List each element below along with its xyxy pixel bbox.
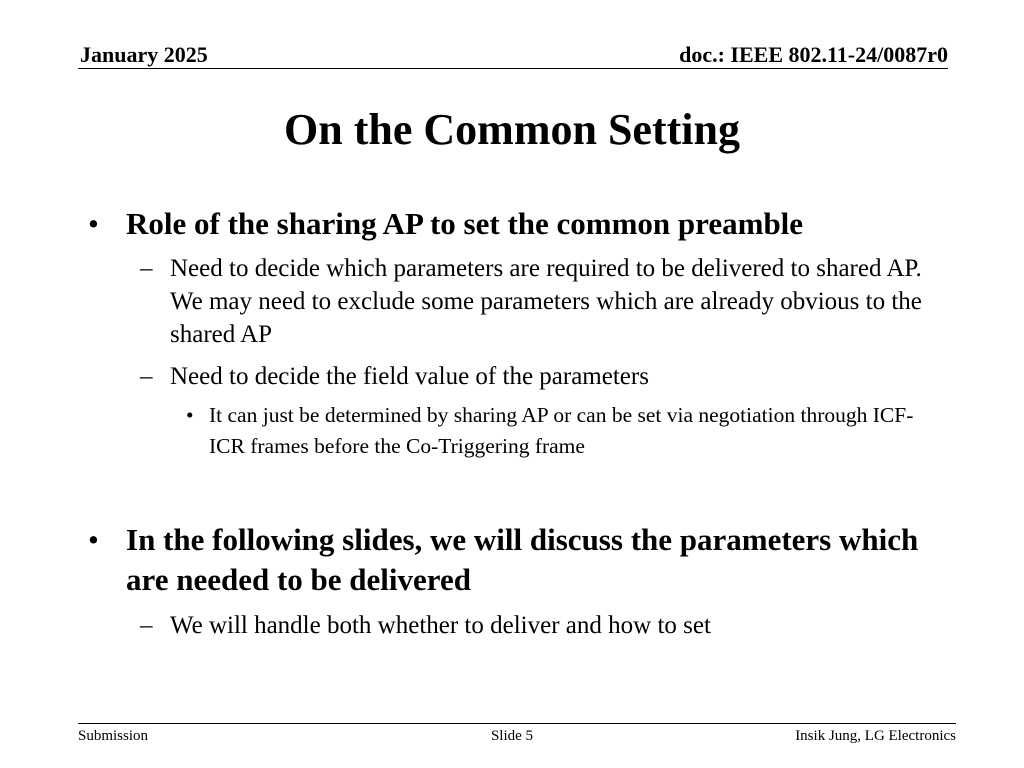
dash-marker: – <box>140 363 153 390</box>
footer-slide-number: Slide 5 <box>490 728 534 744</box>
dash-marker: – <box>140 612 153 639</box>
sub-bullet-text: We will handle both whether to deliver and how to set <box>170 612 711 639</box>
bullet-text: Role of the sharing AP to set the common preamble <box>126 206 804 241</box>
sub-sub-bullet-item-1-2-1 <box>186 400 929 462</box>
sub-bullet-text: Need to decide the field value of the parameters <box>170 363 649 390</box>
sub-sub-bullet-text: It can just be determined by sharing AP or can be set via negotiation through ICF-ICR frames before the Co-Triggering frame <box>209 403 914 458</box>
header-date: January 2025 <box>80 42 208 67</box>
sub-bullet-item-1-2 <box>140 360 930 393</box>
footer-divider <box>78 723 956 724</box>
bullet-marker: • <box>88 522 99 557</box>
sub-bullet-item-2-1 <box>140 609 930 642</box>
bullet-marker: • <box>88 206 99 241</box>
bullet-marker: • <box>186 403 194 427</box>
bullet-item-1 <box>88 204 926 244</box>
header-divider <box>78 68 948 69</box>
footer-submission: Submission <box>78 728 149 744</box>
bullet-item-2 <box>88 520 926 600</box>
sub-bullet-item-1-1 <box>140 252 930 351</box>
bullet-text: In the following slides, we will discuss the parameters which are needed to be delivered <box>126 522 919 597</box>
slide-title: On the Common Setting <box>284 105 740 154</box>
footer-author: Insik Jung, LG Electronics <box>795 728 956 744</box>
header-doc-id: doc.: IEEE 802.11-24/0087r0 <box>679 42 948 67</box>
dash-marker: – <box>140 255 153 282</box>
sub-bullet-text: Need to decide which parameters are required to be delivered to shared AP. We may need to exclude some parameters which are already obvious to the shared AP <box>170 255 922 348</box>
